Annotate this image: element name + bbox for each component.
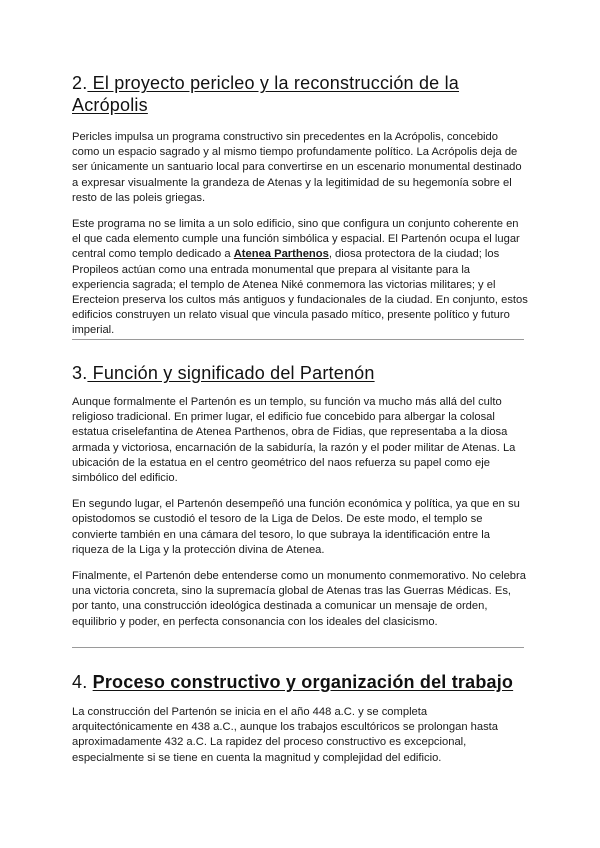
- atenea-parthenos-link[interactable]: Atenea Parthenos: [233, 248, 329, 261]
- section-3: [72, 362, 528, 630]
- section-3-paragraph-1: Aunque formalmente el Partenón es un templo, su función va mucho más allá del culto religioso tradicional. En primer lugar, el edificio fue concebido para albergar la colosal estatua criselefantina de Atenea Parthenos, obra de Fidias, que representaba a la diosa armada y victoriosa, encarnación de la sabiduría, la razón y el poder militar de Atenas. La ubicación de la estatua en el centro geométrico del naos refuerza su papel como eje simbólico del edificio.: [72, 396, 516, 485]
- section-3-paragraph-2: En segundo lugar, el Partenón desempeñó una función económica y política, ya que en su opistodomos se custodió el tesoro de la Liga de Delos. De este modo, el templo se convierte también en una cámara del tesoro, lo que subraya la identificación entre la riqueza de la Liga y la protección divina de Atenea.: [72, 498, 520, 556]
- section-2-number: 2.: [72, 73, 88, 93]
- section-4-paragraph-1: La construcción del Partenón se inicia en el año 448 a.C. y se completa arquitectónicamente en 438 a.C., aunque los trabajos escultóricos se prolongan hasta aproximadamente 432 a.C. La rapidez del proceso constructivo es excepcional, especialmente si se tiene en cuenta la magnitud y complejidad del edificio.: [72, 706, 499, 764]
- section-3-heading: [72, 362, 528, 384]
- section-4-heading: [72, 671, 528, 693]
- section-4: [72, 671, 528, 766]
- section-4-title: Proceso constructivo y organización del trabajo: [92, 672, 514, 692]
- section-3-number: 3.: [72, 363, 88, 383]
- section-2-paragraph-2-text-a: Este programa no se limita a un solo edificio, sino que configura un conjunto coherente en el que cada elemento cumple una función simbólica y espacial. El Partenón ocupa el lugar central como templo dedicado a: [72, 218, 520, 261]
- section-2-paragraph-2-text-b: , diosa protectora de la ciudad; los Propileos actúan como una entrada monumental que prepara al visitante para la experiencia sagrada; el templo de Atenea Niké conmemora las victorias militares; y el Erecteion preserva los cultos más antiguos y fundacionales de la ciudad. En conjunto, estos edificios construyen un relato visual que vincula pasado mítico, presente político y futuro imperial.: [72, 248, 528, 337]
- section-2-paragraph-2: [72, 217, 528, 339]
- section-3-title: Función y significado del Partenón: [87, 363, 375, 383]
- section-2-heading: [72, 72, 528, 116]
- section-2-paragraph-1: Pericles impulsa un programa constructivo sin precedentes en la Acrópolis, concebido como un espacio sagrado y al mismo tiempo profundamente político. La Acrópolis deja de ser únicamente un santuario local para convertirse en un escenario monumental destinado a expresar visualmente la grandeza de Atenas y la legitimidad de su hegemonía sobre el resto de las poleis griegas.: [72, 131, 522, 204]
- section-4-number: 4.: [72, 672, 88, 692]
- section-2: [72, 72, 528, 339]
- divider-1: [72, 339, 524, 340]
- section-3-paragraph-3: Finalmente, el Partenón debe entenderse como un monumento conmemorativo. No celebra una victoria concreta, sino la supremacía global de Atenas tras las Guerras Médicas. Es, por tanto, una construcción ideológica destinada a comunicar un mensaje de orden, equilibrio y poder, en perfecta consonancia con los ideales del clasicismo.: [72, 570, 526, 628]
- divider-2: [72, 647, 524, 648]
- section-2-title-line1: El proyecto pericleo y la reconstrucción de la: [87, 73, 460, 93]
- section-2-title-line2: Acrópolis: [72, 95, 148, 115]
